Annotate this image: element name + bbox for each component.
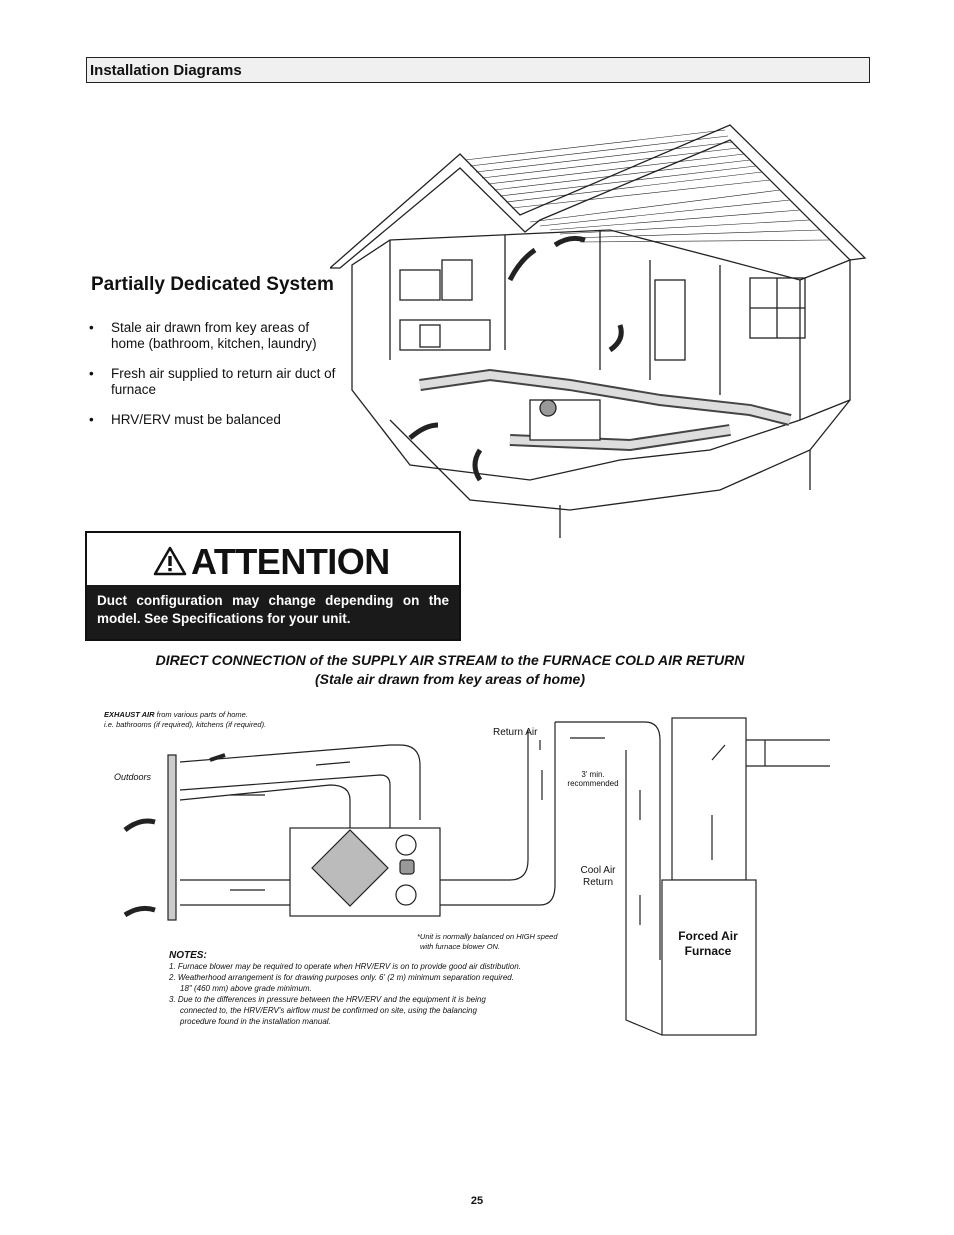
cool-air-line1: Cool Air (580, 865, 616, 876)
attention-body: Duct configuration may change depending on the model. See Specifications for your unit. (87, 585, 459, 639)
note-item: connected to, the HRV/ERV's airflow must be confirmed on site, using the balancing (180, 1006, 477, 1015)
attention-heading: ATTENTION (191, 541, 390, 582)
furnace-line1: Forced Air (678, 929, 738, 943)
note-item: 1. Furnace blower may be required to operate when HRV/ERV is on to provide good air distribution. (169, 962, 521, 971)
bullet-item: • Fresh air supplied to return air duct of furnace (89, 366, 339, 398)
section-title: Installation Diagrams (90, 62, 242, 79)
bullet-item: • Stale air drawn from key areas of home (bathroom, kitchen, laundry) (89, 320, 339, 352)
note-item: 18" (460 mm) above grade minimum. (180, 984, 312, 993)
furnace-line2: Furnace (684, 944, 732, 958)
outdoors-label: Outdoors (114, 772, 152, 782)
note-item: 3. Due to the differences in pressure between the HRV/ERV and the equipment it is being (169, 995, 486, 1004)
page-number: 25 (470, 1195, 484, 1207)
exhaust-label-bold: EXHAUST AIR (104, 710, 155, 719)
min-recommended-label (562, 770, 624, 788)
exhaust-label (104, 710, 266, 730)
min-label-line1: 3' min. (581, 770, 605, 779)
balanced-note (417, 932, 558, 952)
notes-block (169, 950, 639, 1027)
diagram-title (100, 651, 800, 689)
bullet-item: • HRV/ERV must be balanced (89, 412, 339, 428)
min-label-line2: recommended (567, 779, 619, 788)
attention-box (85, 531, 461, 641)
diagram-title-line2: (Stale air drawn from key areas of home) (315, 671, 585, 687)
balanced-line2: with furnace blower ON. (420, 942, 501, 951)
exhaust-label-line2: i.e. bathrooms (if required), kitchens (if required). (104, 720, 267, 729)
system-bullet-list (89, 320, 339, 442)
section-header (86, 57, 870, 83)
diagram-title-line1: DIRECT CONNECTION of the SUPPLY AIR STREAM to the FURNACE COLD AIR RETURN (155, 652, 745, 668)
cool-air-line2: Return (582, 877, 613, 888)
note-item: procedure found in the installation manual. (180, 1017, 331, 1026)
notes-heading: NOTES: (169, 950, 207, 961)
system-title: Partially Dedicated System (91, 274, 334, 295)
balanced-line1: *Unit is normally balanced on HIGH speed (417, 932, 558, 941)
house-illustration (330, 120, 875, 540)
note-item: 2. Weatherhood arrangement is for drawing purposes only. 6' (2 m) minimum separation required. (169, 973, 514, 982)
return-air-label: Return Air (493, 727, 538, 738)
cool-air-return-label (575, 865, 621, 889)
furnace-label (666, 929, 750, 959)
exhaust-label-rest: from various parts of home. (154, 710, 248, 719)
warning-triangle-icon (153, 546, 187, 576)
